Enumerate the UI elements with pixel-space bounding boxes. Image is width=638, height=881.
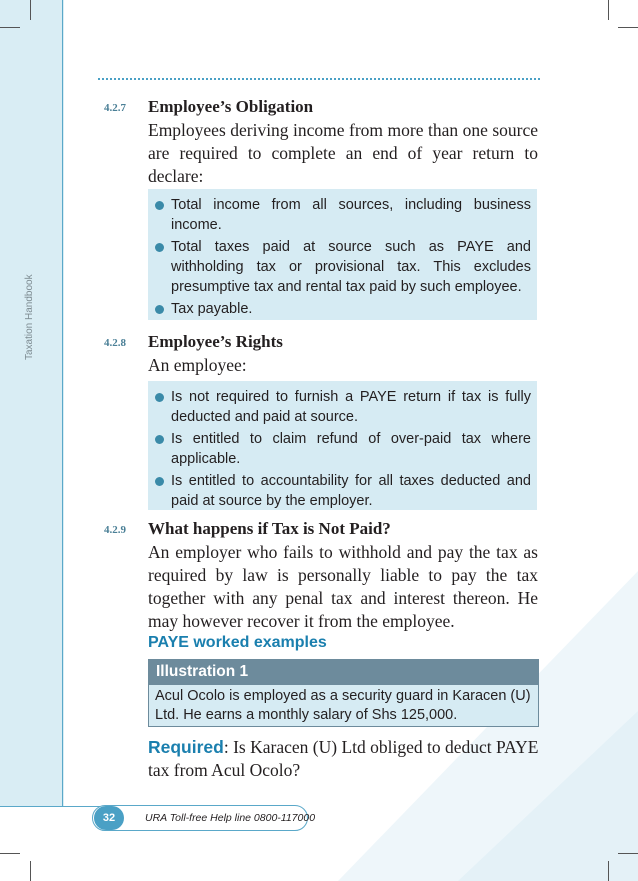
list-item: Tax payable. — [154, 299, 531, 319]
section-body: An employer who fails to withhold and pay the tax as required by law is personally liable to pay the tax together with any penal tax and interest thereon. He may however recover it from the employee. — [148, 542, 538, 631]
bullet-icon — [155, 477, 164, 486]
list-item: Total income from all sources, including business income. — [154, 195, 531, 235]
side-label: Taxation Handbook — [24, 274, 35, 360]
bullet-icon — [155, 393, 164, 402]
helpline-text: URA Toll-free Help line 0800-117000 — [145, 812, 316, 824]
page-number: 32 — [94, 806, 124, 830]
section-intro: An employee: — [148, 355, 247, 375]
section-title: Employee’s Rights — [148, 332, 283, 351]
section-title: Employee’s Obligation — [148, 97, 314, 116]
list-item: Is entitled to claim refund of over-paid tax where applicable. — [154, 429, 531, 469]
illustration-text: Acul Ocolo is employed as a security guard in Karacen (U) Ltd. He earns a monthly salary of Shs 125,000. — [148, 684, 539, 727]
bullet-icon — [155, 243, 164, 252]
bullet-icon — [155, 201, 164, 210]
section-number: 4.2.9 — [104, 524, 126, 536]
crop-mark — [0, 27, 20, 28]
list-item: Total taxes paid at source such as PAYE and withholding tax or provisional tax. This excludes presumptive tax and rental tax paid by such employee. — [154, 237, 531, 297]
section-number: 4.2.7 — [104, 102, 126, 114]
crop-mark — [608, 0, 609, 20]
section-title: What happens if Tax is Not Paid? — [148, 519, 391, 538]
section-intro: Employees deriving income from more than one source are required to complete an end of year return to declare: — [148, 120, 538, 186]
bullet-icon — [155, 305, 164, 314]
sidebar-band — [0, 0, 64, 806]
dotted-divider — [98, 78, 540, 80]
bullet-icon — [155, 435, 164, 444]
bullet-box — [148, 381, 537, 510]
crop-mark — [0, 853, 20, 854]
crop-mark — [30, 0, 31, 20]
crop-mark — [618, 853, 638, 854]
required-question — [148, 736, 540, 782]
illustration-title: Illustration 1 — [148, 659, 539, 684]
required-label: Required — [148, 737, 224, 757]
crop-mark — [608, 861, 609, 881]
crop-mark — [30, 861, 31, 881]
worked-examples-heading: PAYE worked examples — [148, 634, 327, 651]
bullet-box — [148, 189, 537, 320]
section-number: 4.2.8 — [104, 337, 126, 349]
required-text: : Is Karacen (U) Ltd obliged to deduct PAYE tax from Acul Ocolo? — [148, 737, 539, 780]
bottom-border — [0, 770, 140, 807]
sidebar-border — [62, 0, 103, 806]
list-item: Is not required to furnish a PAYE return if tax is fully deducted and paid at source. — [154, 387, 531, 427]
list-item: Is entitled to accountability for all taxes deducted and paid at source by the employer. — [154, 471, 531, 511]
crop-mark — [618, 27, 638, 28]
